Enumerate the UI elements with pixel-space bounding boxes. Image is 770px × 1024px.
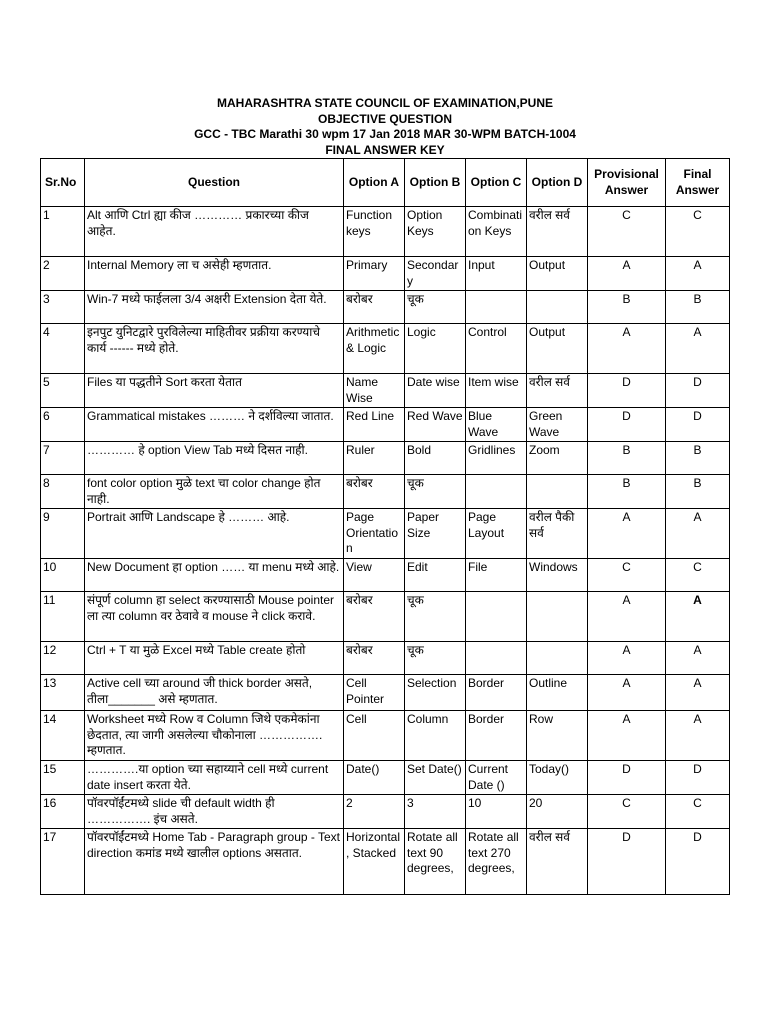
- provisional-answer-cell: D: [588, 761, 666, 795]
- option-d-cell: Output: [527, 257, 588, 291]
- question-cell: ………….या option च्या सहाय्याने cell मध्ये current date insert करता येते.: [85, 761, 344, 795]
- final-answer-cell: A: [666, 324, 730, 374]
- option-a-cell: Horizontal, Stacked: [344, 829, 405, 895]
- col-option-c: Option C: [466, 159, 527, 207]
- sr-no-cell: 7: [41, 442, 85, 475]
- question-cell: Files या पद्धतीने Sort करता येतात: [85, 374, 344, 408]
- option-c-cell: Input: [466, 257, 527, 291]
- table-row: [41, 291, 730, 324]
- final-answer-cell: C: [666, 795, 730, 829]
- option-a-cell: Cell: [344, 711, 405, 761]
- option-a-cell: Cell Pointer: [344, 675, 405, 711]
- option-a-cell: View: [344, 559, 405, 592]
- col-final-answer: Final Answer: [666, 159, 730, 207]
- provisional-answer-cell: B: [588, 291, 666, 324]
- provisional-answer-cell: A: [588, 257, 666, 291]
- table-row: [41, 829, 730, 895]
- table-row: [41, 795, 730, 829]
- option-a-cell: 2: [344, 795, 405, 829]
- option-c-cell: Border: [466, 675, 527, 711]
- option-b-cell: Logic: [405, 324, 466, 374]
- final-answer-cell: A: [666, 509, 730, 559]
- option-c-cell: 10: [466, 795, 527, 829]
- option-c-cell: [466, 642, 527, 675]
- sr-no-cell: 8: [41, 475, 85, 509]
- final-answer-cell: C: [666, 207, 730, 257]
- option-d-cell: Windows: [527, 559, 588, 592]
- option-d-cell: [527, 642, 588, 675]
- sr-no-cell: 13: [41, 675, 85, 711]
- option-c-cell: Combination Keys: [466, 207, 527, 257]
- option-c-cell: Item wise: [466, 374, 527, 408]
- option-a-cell: Primary: [344, 257, 405, 291]
- option-a-cell: Ruler: [344, 442, 405, 475]
- option-a-cell: बरोबर: [344, 592, 405, 642]
- option-d-cell: Output: [527, 324, 588, 374]
- sr-no-cell: 3: [41, 291, 85, 324]
- council-title: MAHARASHTRA STATE COUNCIL OF EXAMINATION,PUNE: [217, 96, 553, 110]
- question-cell: Internal Memory ला च असेही म्हणतात.: [85, 257, 344, 291]
- option-b-cell: चूक: [405, 592, 466, 642]
- option-d-cell: वरील सर्व: [527, 829, 588, 895]
- option-d-cell: वरील सर्व: [527, 374, 588, 408]
- provisional-answer-cell: C: [588, 795, 666, 829]
- option-b-cell: Column: [405, 711, 466, 761]
- table-row: [41, 442, 730, 475]
- question-cell: ………… हे option View Tab मध्ये दिसत नाही.: [85, 442, 344, 475]
- option-d-cell: वरील पैकी सर्व: [527, 509, 588, 559]
- sr-no-cell: 6: [41, 408, 85, 442]
- sr-no-cell: 1: [41, 207, 85, 257]
- sr-no-cell: 4: [41, 324, 85, 374]
- col-question: Question: [85, 159, 344, 207]
- option-d-cell: [527, 592, 588, 642]
- provisional-answer-cell: B: [588, 442, 666, 475]
- objective-question-title: OBJECTIVE QUESTION: [317, 111, 453, 126]
- option-a-cell: Function keys: [344, 207, 405, 257]
- question-cell: पॉवरपॉईंटमध्ये Home Tab - Paragraph group - Text direction कमांड मध्ये खालील options असतात.: [85, 829, 344, 895]
- option-a-cell: Red Line: [344, 408, 405, 442]
- option-c-cell: Current Date (): [466, 761, 527, 795]
- option-c-cell: Gridlines: [466, 442, 527, 475]
- final-answer-cell: A: [666, 711, 730, 761]
- option-c-cell: Blue Wave: [466, 408, 527, 442]
- option-c-cell: [466, 592, 527, 642]
- sr-no-cell: 5: [41, 374, 85, 408]
- option-b-cell: Rotate all text 90 degrees,: [405, 829, 466, 895]
- sr-no-cell: 16: [41, 795, 85, 829]
- col-option-d: Option D: [527, 159, 588, 207]
- provisional-answer-cell: A: [588, 642, 666, 675]
- option-b-cell: Red Wave: [405, 408, 466, 442]
- table-row: [41, 324, 730, 374]
- question-cell: Worksheet मध्ये Row व Column जिथे एकमेकांना छेदतात, त्या जागी असलेल्या चौकोनाला ……………. म्हणतात.: [85, 711, 344, 761]
- sr-no-cell: 17: [41, 829, 85, 895]
- answer-key-table: [40, 158, 730, 895]
- table-row: [41, 509, 730, 559]
- table-row: [41, 559, 730, 592]
- final-answer-cell: A: [666, 257, 730, 291]
- table-row: [41, 257, 730, 291]
- option-a-cell: Arithmetic & Logic: [344, 324, 405, 374]
- provisional-answer-cell: C: [588, 207, 666, 257]
- provisional-answer-cell: A: [588, 592, 666, 642]
- table-row: [41, 374, 730, 408]
- option-b-cell: 3: [405, 795, 466, 829]
- sr-no-cell: 11: [41, 592, 85, 642]
- question-cell: Portrait आणि Landscape हे ……… आहे.: [85, 509, 344, 559]
- sr-no-cell: 12: [41, 642, 85, 675]
- option-a-cell: बरोबर: [344, 475, 405, 509]
- option-c-cell: Border: [466, 711, 527, 761]
- col-option-a: Option A: [344, 159, 405, 207]
- table-row: [41, 675, 730, 711]
- option-b-cell: Selection: [405, 675, 466, 711]
- option-d-cell: वरील सर्व: [527, 207, 588, 257]
- table-row: [41, 592, 730, 642]
- sr-no-cell: 15: [41, 761, 85, 795]
- option-a-cell: बरोबर: [344, 642, 405, 675]
- final-answer-cell: D: [666, 761, 730, 795]
- sr-no-cell: 14: [41, 711, 85, 761]
- option-a-cell: Date(): [344, 761, 405, 795]
- provisional-answer-cell: B: [588, 475, 666, 509]
- final-answer-cell: A: [666, 675, 730, 711]
- option-d-cell: Outline: [527, 675, 588, 711]
- provisional-answer-cell: A: [588, 675, 666, 711]
- col-provisional-answer: Provisional Answer: [588, 159, 666, 207]
- final-answer-cell: B: [666, 475, 730, 509]
- option-a-cell: बरोबर: [344, 291, 405, 324]
- option-c-cell: Page Layout: [466, 509, 527, 559]
- option-b-cell: Set Date(): [405, 761, 466, 795]
- table-row: [41, 642, 730, 675]
- option-c-cell: Control: [466, 324, 527, 374]
- final-answer-cell: D: [666, 408, 730, 442]
- question-cell: font color option मुळे text चा color change होत नाही.: [85, 475, 344, 509]
- question-cell: इनपुट युनिटद्वारे पुरविलेल्या माहितीवर प्रक्रीया करण्याचे कार्य ------ मध्ये होते.: [85, 324, 344, 374]
- table-row: [41, 207, 730, 257]
- final-answer-cell: A: [666, 642, 730, 675]
- option-b-cell: चूक: [405, 475, 466, 509]
- provisional-answer-cell: A: [588, 324, 666, 374]
- document-header: [40, 96, 730, 158]
- col-option-b: Option B: [405, 159, 466, 207]
- option-b-cell: Option Keys: [405, 207, 466, 257]
- provisional-answer-cell: D: [588, 829, 666, 895]
- option-c-cell: [466, 475, 527, 509]
- option-b-cell: Bold: [405, 442, 466, 475]
- question-cell: पॉवरपॉईंटमध्ये slide ची default width ही ……………. इंच असते.: [85, 795, 344, 829]
- final-answer-cell: B: [666, 442, 730, 475]
- header-row: [41, 159, 730, 207]
- question-cell: Grammatical mistakes ……… ने दर्शविल्या जातात.: [85, 408, 344, 442]
- option-b-cell: Paper Size: [405, 509, 466, 559]
- option-b-cell: Date wise: [405, 374, 466, 408]
- final-answer-key-title: FINAL ANSWER KEY: [325, 142, 445, 157]
- final-answer-cell: B: [666, 291, 730, 324]
- final-answer-cell: C: [666, 559, 730, 592]
- option-c-cell: Rotate all text 270 degrees,: [466, 829, 527, 895]
- final-answer-cell: D: [666, 374, 730, 408]
- question-cell: Win-7 मध्ये फाईलला 3/4 अक्षरी Extension देता येते.: [85, 291, 344, 324]
- question-cell: Active cell च्या around जी thick border असते, तीला_______ असे म्हणतात.: [85, 675, 344, 711]
- option-b-cell: चूक: [405, 291, 466, 324]
- provisional-answer-cell: A: [588, 509, 666, 559]
- provisional-answer-cell: D: [588, 408, 666, 442]
- option-b-cell: चूक: [405, 642, 466, 675]
- option-b-cell: Edit: [405, 559, 466, 592]
- question-cell: Ctrl + T या मुळे Excel मध्ये Table create होतो: [85, 642, 344, 675]
- table-row: [41, 475, 730, 509]
- option-c-cell: File: [466, 559, 527, 592]
- table-row: [41, 761, 730, 795]
- option-d-cell: 20: [527, 795, 588, 829]
- table-row: [41, 408, 730, 442]
- option-d-cell: Zoom: [527, 442, 588, 475]
- provisional-answer-cell: C: [588, 559, 666, 592]
- provisional-answer-cell: D: [588, 374, 666, 408]
- question-cell: संपूर्ण column हा select करण्यासाठी Mouse pointer ला त्या column वर ठेवावे व mouse ने click करावे.: [85, 592, 344, 642]
- option-d-cell: Today(): [527, 761, 588, 795]
- option-b-cell: Secondary: [405, 257, 466, 291]
- option-a-cell: Name Wise: [344, 374, 405, 408]
- option-d-cell: Row: [527, 711, 588, 761]
- final-answer-cell: D: [666, 829, 730, 895]
- sr-no-cell: 10: [41, 559, 85, 592]
- option-c-cell: [466, 291, 527, 324]
- question-cell: Alt आणि Ctrl ह्या कीज ………… प्रकारच्या कीज आहेत.: [85, 207, 344, 257]
- sr-no-cell: 9: [41, 509, 85, 559]
- exam-title: GCC - TBC Marathi 30 wpm 17 Jan 2018 MAR 30-WPM BATCH-1004: [194, 127, 576, 141]
- option-a-cell: Page Orientation: [344, 509, 405, 559]
- option-d-cell: [527, 475, 588, 509]
- option-d-cell: Green Wave: [527, 408, 588, 442]
- table-row: [41, 711, 730, 761]
- sr-no-cell: 2: [41, 257, 85, 291]
- col-srno: Sr.No: [41, 159, 85, 207]
- question-cell: New Document हा option …… या menu मध्ये आहे.: [85, 559, 344, 592]
- final-answer-cell: A: [666, 592, 730, 642]
- provisional-answer-cell: A: [588, 711, 666, 761]
- option-d-cell: [527, 291, 588, 324]
